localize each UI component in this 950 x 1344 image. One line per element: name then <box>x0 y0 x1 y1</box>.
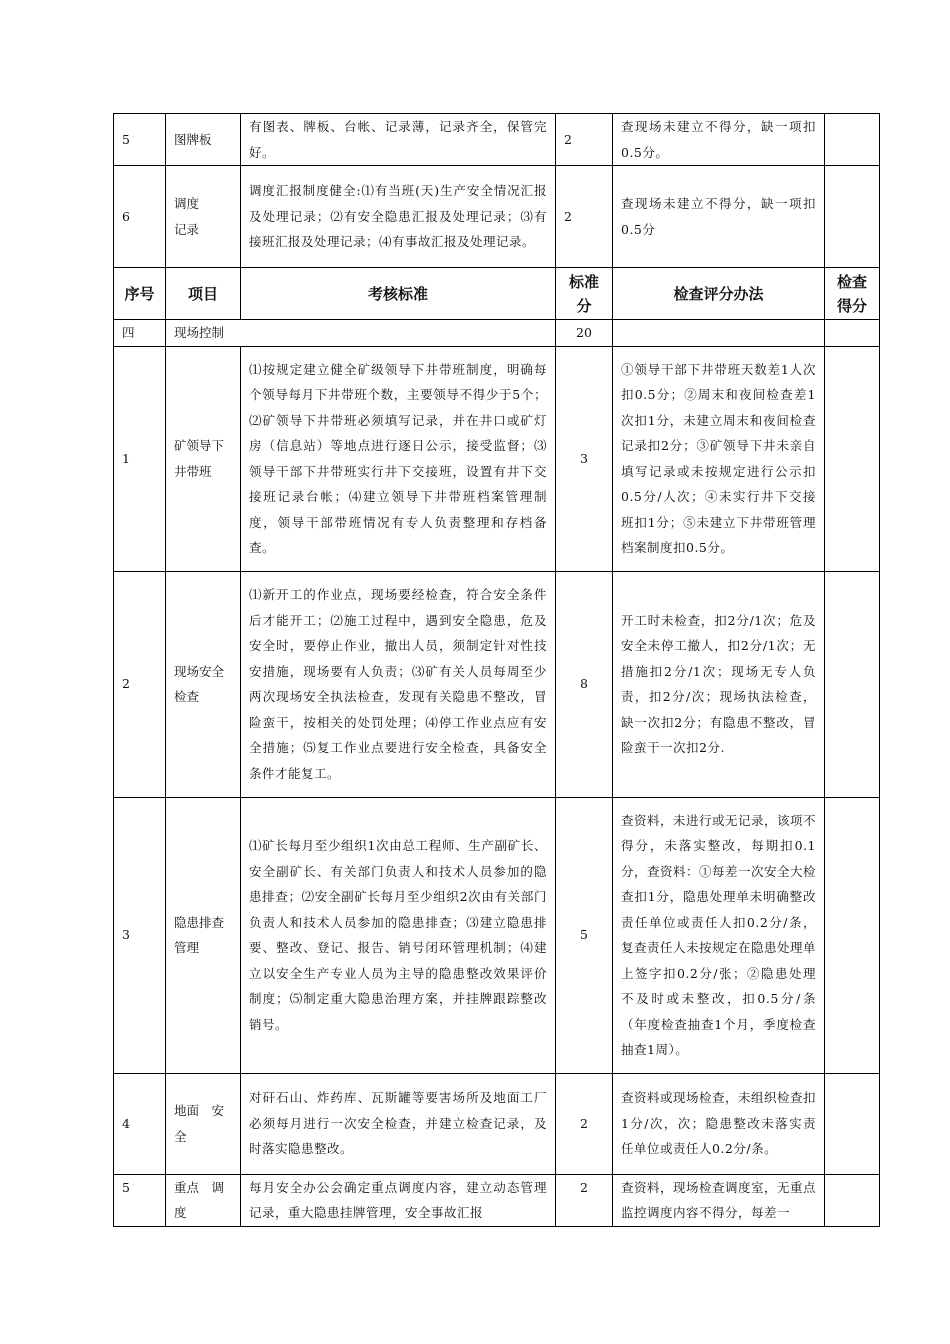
std-score-cell: 8 <box>556 571 613 797</box>
header-seq: 序号 <box>114 268 166 320</box>
std-score-cell: 2 <box>556 1174 613 1226</box>
section-method <box>613 320 825 347</box>
score-cell <box>825 1073 880 1174</box>
method-cell: 开工时未检查，扣2分/1次；危及安全未停工撤人，扣2分/1次；无措施扣2分/1次；现场无专人负责，扣2分/次；现场执法检查，缺一次扣2分；有隐患不整改，冒险蛮干一次扣2分. <box>613 571 825 797</box>
item-cell: 现场安全检查 <box>166 571 241 797</box>
score-cell <box>825 571 880 797</box>
criteria-cell: ⑴矿长每月至少组织1次由总工程师、生产副矿长、安全副矿长、有关部门负责人和技术人员参加的隐患排查；⑵安全副矿长每月至少组织2次由有关部门负责人和技术人员参加的隐患排查；⑶建立隐患排要、整改、登记、报告、销号闭环管理机制；⑷建立以安全生产专业人员为主导的隐患整改效果评价制度；⑸制定重大隐患治理方案，并挂牌跟踪整改销号。 <box>241 797 556 1073</box>
section-row <box>114 320 880 347</box>
method-cell: 查现场未建立不得分，缺一项扣0.5分 <box>613 166 825 268</box>
score-cell <box>825 166 880 268</box>
item-cell: 图牌板 <box>166 114 241 166</box>
std-score-cell: 2 <box>556 114 613 166</box>
std-score-cell: 2 <box>556 1073 613 1174</box>
seq-cell: 4 <box>114 1073 166 1174</box>
header-method: 检查评分办法 <box>613 268 825 320</box>
item-cell: 调度 记录 <box>166 166 241 268</box>
header-score: 检查得分 <box>825 268 880 320</box>
score-cell <box>825 797 880 1073</box>
method-cell: 查现场未建立不得分，缺一项扣0.5分。 <box>613 114 825 166</box>
table-row <box>114 114 880 166</box>
seq-cell: 3 <box>114 797 166 1073</box>
seq-cell: 2 <box>114 571 166 797</box>
std-score-cell: 2 <box>556 166 613 268</box>
table-row <box>114 1174 880 1226</box>
score-cell <box>825 1174 880 1226</box>
std-score-cell: 5 <box>556 797 613 1073</box>
table-header-row <box>114 268 880 320</box>
table-row <box>114 797 880 1073</box>
criteria-cell: 每月安全办公会确定重点调度内容，建立动态管理记录，重大隐患挂牌管理，安全事故汇报 <box>241 1174 556 1226</box>
header-item: 项目 <box>166 268 241 320</box>
table-row <box>114 166 880 268</box>
table-row <box>114 346 880 571</box>
assessment-table <box>113 113 880 1227</box>
criteria-cell: 调度汇报制度健全:⑴有当班(天)生产安全情况汇报及处理记录；⑵有安全隐患汇报及处理记录；⑶有接班汇报及处理记录；⑷有事故汇报及处理记录。 <box>241 166 556 268</box>
item-cell: 隐患排查管理 <box>166 797 241 1073</box>
table-row <box>114 1073 880 1174</box>
criteria-cell: 有图表、牌板、台帐、记录薄，记录齐全，保管完好。 <box>241 114 556 166</box>
method-cell: 查资料，现场检查调度室，无重点监控调度内容不得分，每差一 <box>613 1174 825 1226</box>
item-cell: 矿领导下井带班 <box>166 346 241 571</box>
item-cell: 重点 调度 <box>166 1174 241 1226</box>
seq-cell: 6 <box>114 166 166 268</box>
criteria-cell: ⑴新开工的作业点，现场要经检查，符合安全条件后才能开工；⑵施工过程中，遇到安全隐患，危及安全时，要停止作业，撤出人员，须制定针对性技安措施，现场要有人负责；⑶矿有关人员每周至少两次现场安全执法检查，发现有关隐患不整改，冒险蛮干，按相关的处罚处理；⑷停工作业点应有安全措施；⑸复工作业点要进行安全检查，具备安全条件才能复工。 <box>241 571 556 797</box>
method-cell: 查资料或现场检查，未组织检查扣1分/次，次；隐患整改未落实责任单位或责任人0.2分/条。 <box>613 1073 825 1174</box>
item-cell: 地面 安全 <box>166 1073 241 1174</box>
section-title: 现场控制 <box>166 320 556 347</box>
seq-cell: 1 <box>114 346 166 571</box>
seq-cell: 5 <box>114 114 166 166</box>
std-score-cell: 3 <box>556 346 613 571</box>
score-cell <box>825 114 880 166</box>
section-score <box>825 320 880 347</box>
section-seq: 四 <box>114 320 166 347</box>
header-std-score: 标准分 <box>556 268 613 320</box>
section-std-score: 20 <box>556 320 613 347</box>
criteria-cell: ⑴按规定建立健全矿级领导下井带班制度，明确每个领导每月下井带班个数，主要领导不得少于5个；⑵矿领导下井带班必须填写记录，并在井口或矿灯房（信息站）等地点进行逐日公示，接受监督；⑶领导干部下井带班实行井下交接班，设置有井下交接班记录台帐；⑷建立领导下井带班档案管理制度，领导干部带班情况有专人负责整理和存档备查。 <box>241 346 556 571</box>
method-cell: 查资料，未进行或无记录，该项不得分，未落实整改，每期扣0.1分，查资料：①每差一次安全大检查扣1分，隐患处理单未明确整改责任单位或责任人扣0.2分/条，复查责任人未按规定在隐患处理单上签字扣0.2分/张；②隐患处理不及时或未整改，扣0.5分/条（年度检查抽查1个月，季度检查抽查1周）。 <box>613 797 825 1073</box>
criteria-cell: 对矸石山、炸药库、瓦斯罐等要害场所及地面工厂必须每月进行一次安全检查，并建立检查记录，及时落实隐患整改。 <box>241 1073 556 1174</box>
table-row <box>114 571 880 797</box>
method-cell: ①领导干部下井带班天数差1人次扣0.5分；②周末和夜间检查差1次扣1分，未建立周末和夜间检查记录扣2分；③矿领导下井未亲自填写记录或未按规定进行公示扣0.5分/人次；④未实行井下交接班扣1分；⑤未建立下井带班管理档案制度扣0.5分。 <box>613 346 825 571</box>
seq-cell: 5 <box>114 1174 166 1226</box>
header-criteria: 考核标准 <box>241 268 556 320</box>
score-cell <box>825 346 880 571</box>
